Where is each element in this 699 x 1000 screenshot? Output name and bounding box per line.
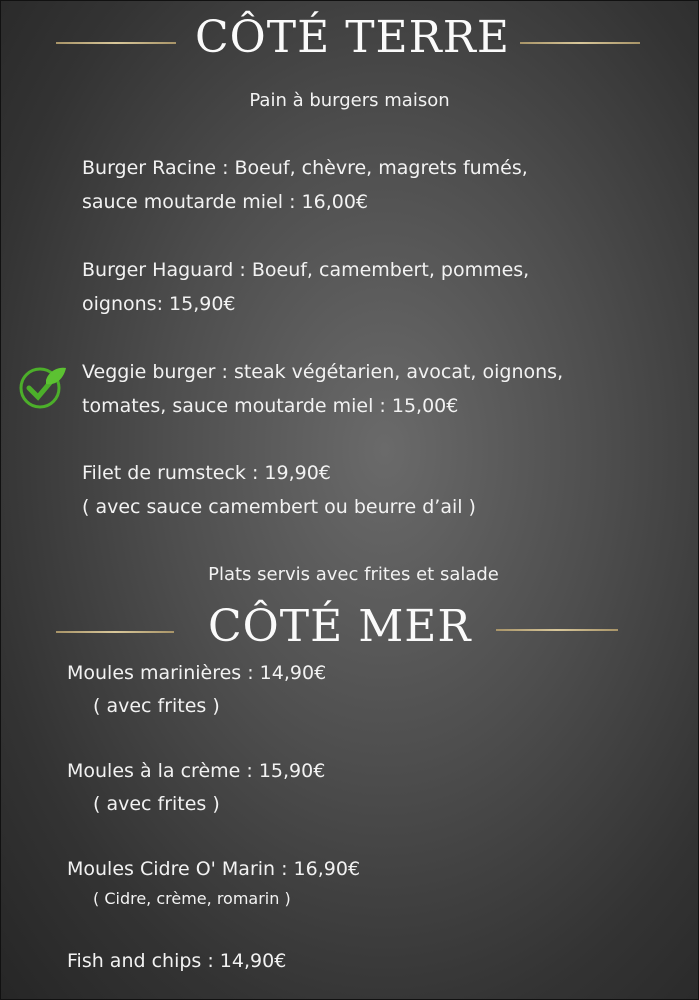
menu-item-detail: ( avec frites ) <box>93 793 220 815</box>
menu-item: Burger Haguard : Boeuf, camembert, pommes, <box>82 259 530 281</box>
menu-item-detail: ( avec frites ) <box>93 695 220 717</box>
menu-item: Burger Racine : Boeuf, chèvre, magrets fumés, <box>82 157 528 179</box>
footer-note: Plats servis avec frites et salade <box>208 564 499 585</box>
menu-item-detail: oignons: 15,90€ <box>82 293 236 315</box>
section-title-terre: CÔTÉ TERRE <box>195 12 511 63</box>
section-title-mer: CÔTÉ MER <box>208 601 472 652</box>
divider <box>56 631 174 633</box>
menu-item: Fish and chips : 14,90€ <box>67 950 287 972</box>
menu-item: Filet de rumsteck : 19,90€ <box>82 462 331 484</box>
menu-item-detail: sauce moutarde miel : 16,00€ <box>82 191 369 213</box>
divider <box>56 42 176 44</box>
menu-item: Moules marinières : 14,90€ <box>67 662 327 684</box>
menu-item-detail: ( Cidre, crème, romarin ) <box>93 889 291 908</box>
subtitle: Pain à burgers maison <box>249 90 450 111</box>
menu-item: Veggie burger : steak végétarien, avocat, oignons, <box>82 361 564 383</box>
divider <box>496 629 618 631</box>
divider <box>520 42 640 44</box>
vegetarian-check-icon <box>18 364 68 410</box>
menu-item: Moules Cidre O' Marin : 16,90€ <box>67 858 361 880</box>
menu-item-detail: ( avec sauce camembert ou beurre d’ail ) <box>82 496 476 518</box>
menu-item-detail: tomates, sauce moutarde miel : 15,00€ <box>82 395 459 417</box>
menu-item: Moules à la crème : 15,90€ <box>67 760 326 782</box>
